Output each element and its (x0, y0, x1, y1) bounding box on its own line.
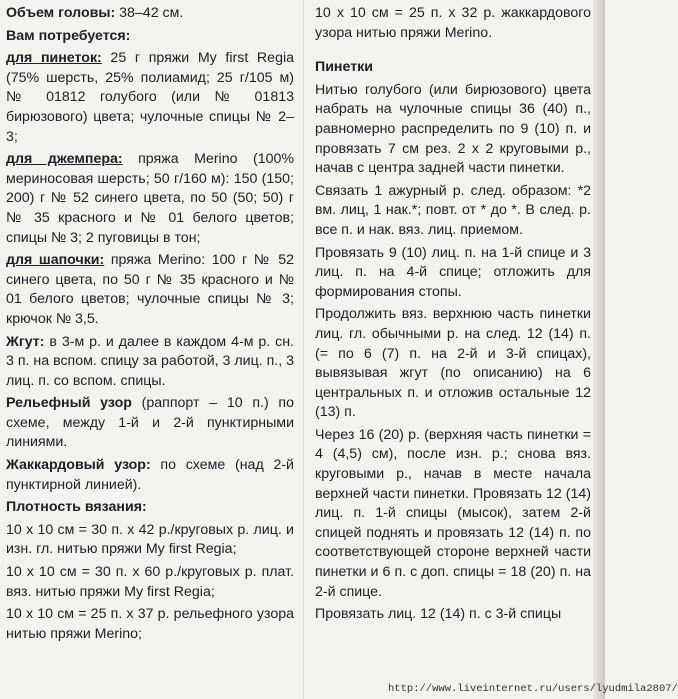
left-paragraph-11: 10 х 10 см = 25 п. х 37 р. рельефного узора нитью пряжи Merino; (6, 606, 294, 642)
hat-label: для шапочки: (6, 252, 105, 269)
gauge-heading: Плотность вязания: (6, 499, 147, 516)
right-paragraph-2: Провязать 9 (10) лиц. п. на 1-й спице и 3 лиц. п. на 4-й спице; отложить для формирования стопы. (315, 244, 591, 300)
right-paragraph-5: Провязать лиц. 12 (14) п. с 3-й спицы (315, 606, 562, 623)
spacer (315, 46, 591, 58)
cable-label: Жгут: (6, 333, 45, 350)
left-paragraph-10: 10 х 10 см = 30 п. х 60 р./круговых р. плат. вяз. нитью пряжи My first Regia; (6, 564, 294, 600)
left-paragraph-4: для шапочки: пряжа Merino: 100 г № 52 синего цвета, по 50 г № 35 красного и № 01 белого цветов; чулочные спицы № 3; крючок № 3,5. (6, 252, 294, 327)
right-column (315, 4, 591, 628)
left-paragraph-1 (6, 27, 294, 47)
left-paragraph-2: для пинеток: 25 г пряжи My first Regia (75% шерсть, 25% полиамид; 25 г/105 м) № 01812 голубого (или № 01813 бирюзового) цвета; чулочные спицы № 2–3; (6, 50, 295, 145)
left-paragraph-7: Жаккардовый узор: по схеме (над 2-й пунктирной линией). (6, 457, 294, 493)
left-paragraph-9: 10 х 10 см = 30 п. х 42 р./круговых р. лиц. и изн. гл. нитью пряжи My first Regia; (6, 521, 294, 558)
right-intro: 10 х 10 см = 25 п. х 32 р. жаккардового узора нитью пряжи Merino. (315, 5, 591, 41)
source-url: http://www.liveinternet.ru/users/lyudmila2807/ (388, 683, 678, 695)
left-paragraph-6: Рельефный узор (раппорт – 10 п.) по схеме, между 1-й и 2-й пунктирными линиями. (6, 395, 295, 451)
left-paragraph-8 (6, 498, 294, 518)
section-heading-booties: Пинетки (315, 59, 373, 76)
materials-heading: Вам потребуется: (6, 27, 131, 44)
jumper-label: для джемпера: (6, 151, 123, 168)
head-size-label: Объем головы: (6, 5, 116, 21)
column-divider (303, 0, 304, 699)
jacquard-pattern-label: Жаккардовый узор: (6, 457, 151, 474)
left-paragraph-0: Объем головы: 38–42 см. (6, 5, 184, 21)
booties-label: для пинеток: (6, 50, 102, 67)
left-paragraph-5: Жгут: в 3-м р. и далее в каждом 4-м р. сн. 3 п. на вспом. спицу за работой, 3 лиц. п., 3 лиц. п. со вспом. спицы. (6, 333, 294, 389)
right-paragraph-0: Нитью голубого (или бирюзового) цвета набрать на чулочные спицы 36 (40) п., равномерно распределить по 9 (10) п. и провязать 7 см рез. 2 х 2 круговыми р., начав с центра задней части пинетки. (315, 81, 591, 177)
right-paragraph-1: Связать 1 ажурный р. след. образом: *2 вм. лиц, 1 нак.*; повт. от * до *. В след. р. все п. и нак. вяз. лиц. приемом. (315, 182, 591, 238)
relief-pattern-label: Рельефный узор (6, 395, 132, 412)
left-column (6, 4, 294, 647)
right-paragraph-3: Продолжить вяз. верхнюю часть пинетки лиц. гл. обычными р. на след. 12 (14) п. (= по 6 (7) п. на 2-й и 3-й спицах), вывязывая жгут (по описанию) на 6 центральных п. и отложив остальные 12 (13) п. (315, 306, 591, 421)
left-paragraph-3: для джемпера: пряжа Merino (100% мериносовая шерсть; 50 г/160 м): 150 (150; 200) г № 52 синего цвета, по 50 (50; 50) г № 35 красного и № 01 белого цветов; спицы № 3; 2 пуговицы в тон; (6, 151, 294, 246)
right-paragraph-4: Через 16 (20) р. (верхняя часть пинетки = 4 (4,5) см), после изн. р.; снова вяз. круговыми р., начав в месте начала верхней части пинетки. Провязать 12 (14) лиц. п. 1-й спицы (мысок), затем 2-й спицей поднять и провязать 12 (14) п. по соответствующей стороне верхней части пинетки и 6 п. с доп. спицы = 18 (20) п. на 2-й спице. (315, 426, 591, 600)
page-edge (593, 0, 605, 699)
